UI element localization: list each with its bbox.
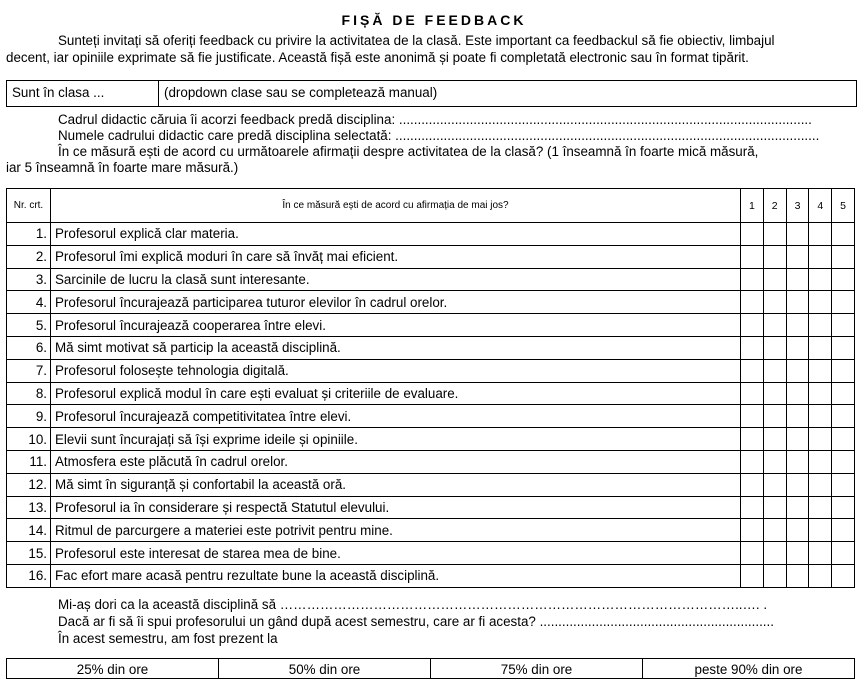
rating-cell-5[interactable]	[832, 359, 855, 382]
table-row	[7, 268, 855, 291]
thought-field[interactable]: Dacă ar fi să îi spui profesorului un gând după acest semestru, care ar fi acesta? ...............................................................	[58, 614, 774, 629]
class-dropdown[interactable]: (dropdown clase sau se completează manual)	[164, 85, 438, 100]
row-statement: Elevii sunt încurajați să își exprime ideile și opiniile.	[51, 428, 741, 451]
rating-cell-4[interactable]	[809, 291, 832, 314]
row-statement: Profesorul explică modul în care ești evaluat și criteriile de evaluare.	[51, 382, 741, 405]
rating-cell-5[interactable]	[832, 314, 855, 337]
rating-cell-4[interactable]	[809, 519, 832, 542]
rating-cell-5[interactable]	[832, 450, 855, 473]
teacher-name-field[interactable]: Numele cadrului didactic care predă disciplina selectată: ..................................................................................................................	[58, 128, 820, 143]
rating-table	[6, 188, 855, 588]
rating-cell-2[interactable]	[763, 473, 786, 496]
table-row	[7, 245, 855, 268]
rating-cell-4[interactable]	[809, 359, 832, 382]
rating-cell-1[interactable]	[741, 450, 764, 473]
table-row	[7, 291, 855, 314]
teacher-info	[6, 112, 862, 176]
wish-field[interactable]: Mi-aș dori ca la această disciplină să …………………………………………………………………………………………..…. .	[58, 597, 768, 612]
row-statement: Ritmul de parcurgere a materiei este potrivit pentru mine.	[51, 519, 741, 542]
rating-cell-4[interactable]	[809, 542, 832, 565]
presence-option-90[interactable]: peste 90% din ore	[643, 659, 855, 679]
rating-cell-4[interactable]	[809, 564, 832, 587]
rating-cell-1[interactable]	[741, 542, 764, 565]
form-title: FIȘĂ DE FEEDBACK	[341, 12, 527, 28]
rating-cell-2[interactable]	[763, 519, 786, 542]
row-number: 10.	[7, 428, 51, 451]
table-row	[7, 314, 855, 337]
rating-cell-4[interactable]	[809, 245, 832, 268]
row-number: 3.	[7, 268, 51, 291]
rating-cell-1[interactable]	[741, 268, 764, 291]
row-number: 13.	[7, 496, 51, 519]
rating-cell-5[interactable]	[832, 496, 855, 519]
question-intro-line-2: iar 5 înseamnă în foarte mare măsură.)	[6, 160, 239, 175]
table-row	[7, 428, 855, 451]
table-row	[7, 450, 855, 473]
row-number: 2.	[7, 245, 51, 268]
rating-cell-2[interactable]	[763, 382, 786, 405]
rating-cell-4[interactable]	[809, 473, 832, 496]
rating-cell-3[interactable]	[786, 223, 809, 246]
row-number: 5.	[7, 314, 51, 337]
rating-cell-5[interactable]	[832, 564, 855, 587]
rating-cell-3[interactable]	[786, 519, 809, 542]
rating-cell-2[interactable]	[763, 564, 786, 587]
rating-cell-1[interactable]	[741, 496, 764, 519]
rating-cell-5[interactable]	[832, 519, 855, 542]
header-nr: Nr. crt.	[7, 189, 51, 223]
rating-cell-3[interactable]	[786, 496, 809, 519]
closing-questions	[6, 596, 862, 647]
table-row	[7, 542, 855, 565]
row-number: 11.	[7, 450, 51, 473]
rating-cell-5[interactable]	[832, 405, 855, 428]
row-statement: Profesorul încurajează cooperarea între elevi.	[51, 314, 741, 337]
row-number: 8.	[7, 382, 51, 405]
rating-cell-5[interactable]	[832, 245, 855, 268]
table-row	[7, 496, 855, 519]
intro-line-1: Sunteți invitați să oferiți feedback cu privire la activitatea de la clasă. Este important ca feedbackul să fie obiectiv, limbajul	[58, 33, 775, 48]
row-number: 15.	[7, 542, 51, 565]
table-row	[7, 564, 855, 587]
rating-cell-3[interactable]	[786, 359, 809, 382]
rating-cell-2[interactable]	[763, 450, 786, 473]
rating-cell-2[interactable]	[763, 405, 786, 428]
class-label: Sunt în clasa ...	[7, 81, 159, 106]
rating-cell-4[interactable]	[809, 450, 832, 473]
rating-cell-1[interactable]	[741, 519, 764, 542]
row-number: 12.	[7, 473, 51, 496]
rating-cell-3[interactable]	[786, 428, 809, 451]
rating-cell-4[interactable]	[809, 223, 832, 246]
header-statement: În ce măsură ești de acord cu afirmația de mai jos?	[51, 189, 741, 223]
rating-cell-3[interactable]	[786, 405, 809, 428]
rating-cell-3[interactable]	[786, 245, 809, 268]
presence-option-25[interactable]: 25% din ore	[7, 659, 219, 679]
row-number: 7.	[7, 359, 51, 382]
rating-cell-1[interactable]	[741, 405, 764, 428]
row-statement: Sarcinile de lucru la clasă sunt interesante.	[51, 268, 741, 291]
table-row	[7, 473, 855, 496]
rating-cell-2[interactable]	[763, 359, 786, 382]
rating-cell-5[interactable]	[832, 291, 855, 314]
header-rating-3: 3	[786, 189, 809, 223]
row-statement: Profesorul îmi explică moduri în care să învăț mai eficient.	[51, 245, 741, 268]
rating-cell-5[interactable]	[832, 473, 855, 496]
rating-cell-3[interactable]	[786, 473, 809, 496]
rating-cell-1[interactable]	[741, 314, 764, 337]
row-number: 14.	[7, 519, 51, 542]
rating-cell-3[interactable]	[786, 382, 809, 405]
rating-cell-1[interactable]	[741, 564, 764, 587]
row-statement: Profesorul ia în considerare și respectă Statutul elevului.	[51, 496, 741, 519]
row-statement: Profesorul încurajează participarea tuturor elevilor în cadrul orelor.	[51, 291, 741, 314]
row-statement: Profesorul explică clar materia.	[51, 223, 741, 246]
rating-cell-1[interactable]	[741, 473, 764, 496]
rating-cell-3[interactable]	[786, 268, 809, 291]
table-row	[7, 405, 855, 428]
row-statement: Fac efort mare acasă pentru rezultate bune la această disciplină.	[51, 564, 741, 587]
rating-cell-5[interactable]	[832, 223, 855, 246]
rating-cell-3[interactable]	[786, 450, 809, 473]
rating-cell-5[interactable]	[832, 336, 855, 359]
presence-options	[6, 658, 855, 679]
rating-cell-2[interactable]	[763, 314, 786, 337]
rating-cell-1[interactable]	[741, 382, 764, 405]
rating-cell-1[interactable]	[741, 359, 764, 382]
header-rating-2: 2	[763, 189, 786, 223]
rating-cell-3[interactable]	[786, 564, 809, 587]
rating-cell-4[interactable]	[809, 336, 832, 359]
subject-field[interactable]: Cadrul didactic căruia îi acorzi feedback predă disciplina: ...............................................................................................................	[58, 112, 812, 127]
header-rating-1: 1	[741, 189, 764, 223]
rating-cell-5[interactable]	[832, 382, 855, 405]
rating-cell-3[interactable]	[786, 314, 809, 337]
rating-cell-4[interactable]	[809, 314, 832, 337]
rating-cell-2[interactable]	[763, 268, 786, 291]
row-number: 16.	[7, 564, 51, 587]
presence-option-75[interactable]: 75% din ore	[431, 659, 643, 679]
row-statement: Profesorul este interesat de starea mea de bine.	[51, 542, 741, 565]
row-statement: Mă simt motivat să particip la această disciplină.	[51, 336, 741, 359]
table-row	[7, 382, 855, 405]
rating-cell-3[interactable]	[786, 336, 809, 359]
row-statement: Mă simt în siguranță și confortabil la această oră.	[51, 473, 741, 496]
header-rating-5: 5	[832, 189, 855, 223]
rating-cell-4[interactable]	[809, 268, 832, 291]
row-statement: Atmosfera este plăcută în cadrul orelor.	[51, 450, 741, 473]
rating-cell-1[interactable]	[741, 428, 764, 451]
row-number: 6.	[7, 336, 51, 359]
header-rating-4: 4	[809, 189, 832, 223]
rating-cell-4[interactable]	[809, 496, 832, 519]
rating-cell-2[interactable]	[763, 223, 786, 246]
row-number: 1.	[7, 223, 51, 246]
rating-cell-3[interactable]	[786, 542, 809, 565]
rating-cell-5[interactable]	[832, 542, 855, 565]
rating-cell-5[interactable]	[832, 428, 855, 451]
rating-cell-2[interactable]	[763, 245, 786, 268]
rating-cell-1[interactable]	[741, 223, 764, 246]
rating-cell-2[interactable]	[763, 428, 786, 451]
table-row	[7, 223, 855, 246]
row-number: 4.	[7, 291, 51, 314]
rating-cell-4[interactable]	[809, 405, 832, 428]
rating-cell-1[interactable]	[741, 336, 764, 359]
rating-cell-4[interactable]	[809, 382, 832, 405]
rating-cell-2[interactable]	[763, 496, 786, 519]
rating-table-header	[7, 189, 855, 223]
rating-cell-5[interactable]	[832, 268, 855, 291]
rating-cell-2[interactable]	[763, 291, 786, 314]
rating-cell-4[interactable]	[809, 428, 832, 451]
row-statement: Profesorul folosește tehnologia digitală.	[51, 359, 741, 382]
presence-option-50[interactable]: 50% din ore	[219, 659, 431, 679]
rating-cell-1[interactable]	[741, 245, 764, 268]
rating-table-body	[7, 223, 855, 588]
rating-cell-2[interactable]	[763, 336, 786, 359]
table-row	[7, 519, 855, 542]
intro-line-2: decent, iar opiniile exprimate să fie justificate. Această fișă este anonimă și poate fi completată electronic sau în format tipărit.	[6, 50, 749, 65]
question-intro-line-1: În ce măsură ești de acord cu următoarele afirmații despre activitatea de la clasă? (1 înseamnă în foarte mică măsură,	[58, 144, 759, 159]
class-selector-row	[6, 80, 857, 107]
row-number: 9.	[7, 405, 51, 428]
row-statement: Profesorul încurajează competitivitatea între elevi.	[51, 405, 741, 428]
rating-cell-3[interactable]	[786, 291, 809, 314]
table-row	[7, 336, 855, 359]
intro-text	[6, 32, 862, 66]
rating-cell-2[interactable]	[763, 542, 786, 565]
table-row	[7, 359, 855, 382]
presence-label: În acest semestru, am fost prezent la	[58, 631, 278, 646]
rating-cell-1[interactable]	[741, 291, 764, 314]
